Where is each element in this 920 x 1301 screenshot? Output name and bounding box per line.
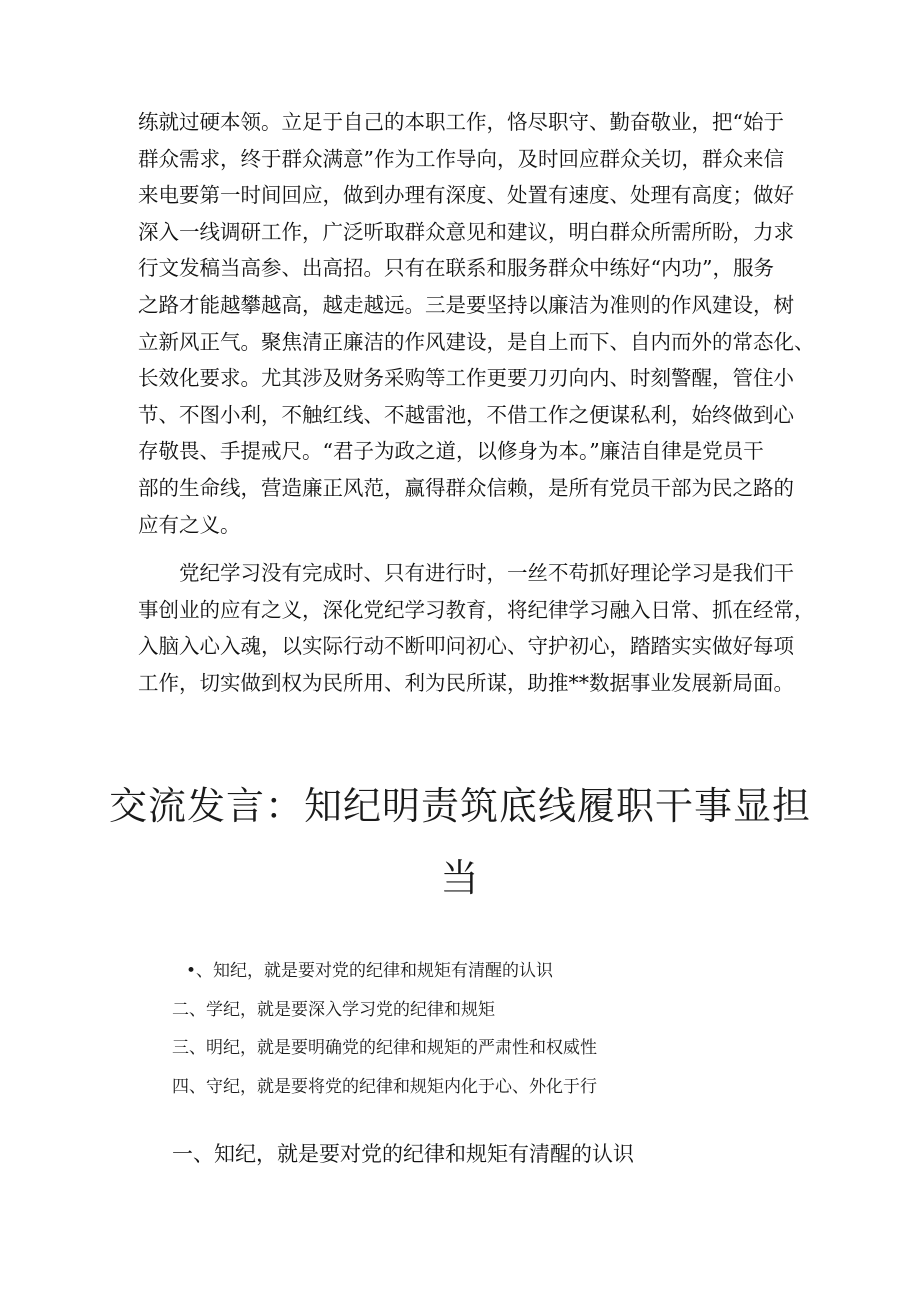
toc-item: •、知纪，就是要对党的纪律和规矩有清醒的认识 xyxy=(186,961,554,981)
paragraph-line: 来电要第一时间回应，做到办理有深度、处置有速度、处理有高度；做好 xyxy=(138,183,794,208)
body-text xyxy=(138,104,815,702)
article-title-line-2: 当 xyxy=(440,856,480,900)
paragraph-line: 工作，切实做到权为民所用、利为民所谋，助推**数据事业发展新局面。 xyxy=(138,670,794,695)
paragraph-line: 党纪学习没有完成时、只有进行时，一丝不苟抓好理论学习是我们干 xyxy=(179,561,794,586)
paragraph-line: 存敬畏、手提戒尺。“君子为政之道，以修身为本。”廉洁自律是党员干 xyxy=(138,439,764,464)
table-of-contents xyxy=(172,952,772,1106)
paragraph-line: 长效化要求。尤其涉及财务采购等工作更要刀刃向内、时刻警醒，管住小 xyxy=(138,366,794,391)
paragraph-1 xyxy=(138,104,815,543)
paragraph-line: 部的生命线，营造廉正风范，赢得群众信赖，是所有党员干部为民之路的 xyxy=(138,475,794,500)
paragraph-line: 深入一线调研工作，广泛听取群众意见和建议，明白群众所需所盼，力求 xyxy=(138,219,794,244)
section-heading: 一、知纪，就是要对党的纪律和规矩有清醒的认识 xyxy=(172,1142,634,1166)
paragraph-line: 应有之义。 xyxy=(138,512,241,537)
paragraph-gap xyxy=(138,543,788,555)
toc-item: 三、明纪，就是要明确党的纪律和规矩的严肃性和权威性 xyxy=(172,1038,597,1058)
paragraph-line: 事创业的应有之义，深化党纪学习教育，将纪律学习融入日常、抓在经常， xyxy=(138,597,815,622)
paragraph-line: 之路才能越攀越高，越走越远。三是要坚持以廉洁为准则的作风建设，树 xyxy=(138,292,794,317)
paragraph-line: 入脑入心入魂，以实际行动不断叩问初心、守护初心，踏踏实实做好每项 xyxy=(138,634,794,659)
article-title xyxy=(100,770,820,914)
toc-item: 四、守纪，就是要将党的纪律和规矩内化于心、外化于行 xyxy=(172,1076,597,1097)
article-title-line-1: 交流发言：知纪明责筑底线履职干事显担 xyxy=(108,784,811,828)
paragraph-line: 行文发稿当高参、出高招。只有在联系和服务群众中练好“内功”，服务 xyxy=(138,256,774,281)
paragraph-line: 立新风正气。聚焦清正廉洁的作风建设，是自上而下、自内而外的常态化、 xyxy=(138,329,815,354)
paragraph-line: 节、不图小利，不触红线、不越雷池，不借工作之便谋私利，始终做到心 xyxy=(138,402,794,427)
toc-item: 二、学纪，就是要深入学习党的纪律和规矩 xyxy=(172,999,495,1020)
paragraph-line: 练就过硬本领。立足于自己的本职工作，恪尽职守、勤奋敬业，把“始于 xyxy=(138,110,784,134)
paragraph-2 xyxy=(138,555,815,701)
paragraph-line: 群众需求，终于群众满意”作为工作导向，及时回应群众关切，群众来信 xyxy=(138,146,784,171)
